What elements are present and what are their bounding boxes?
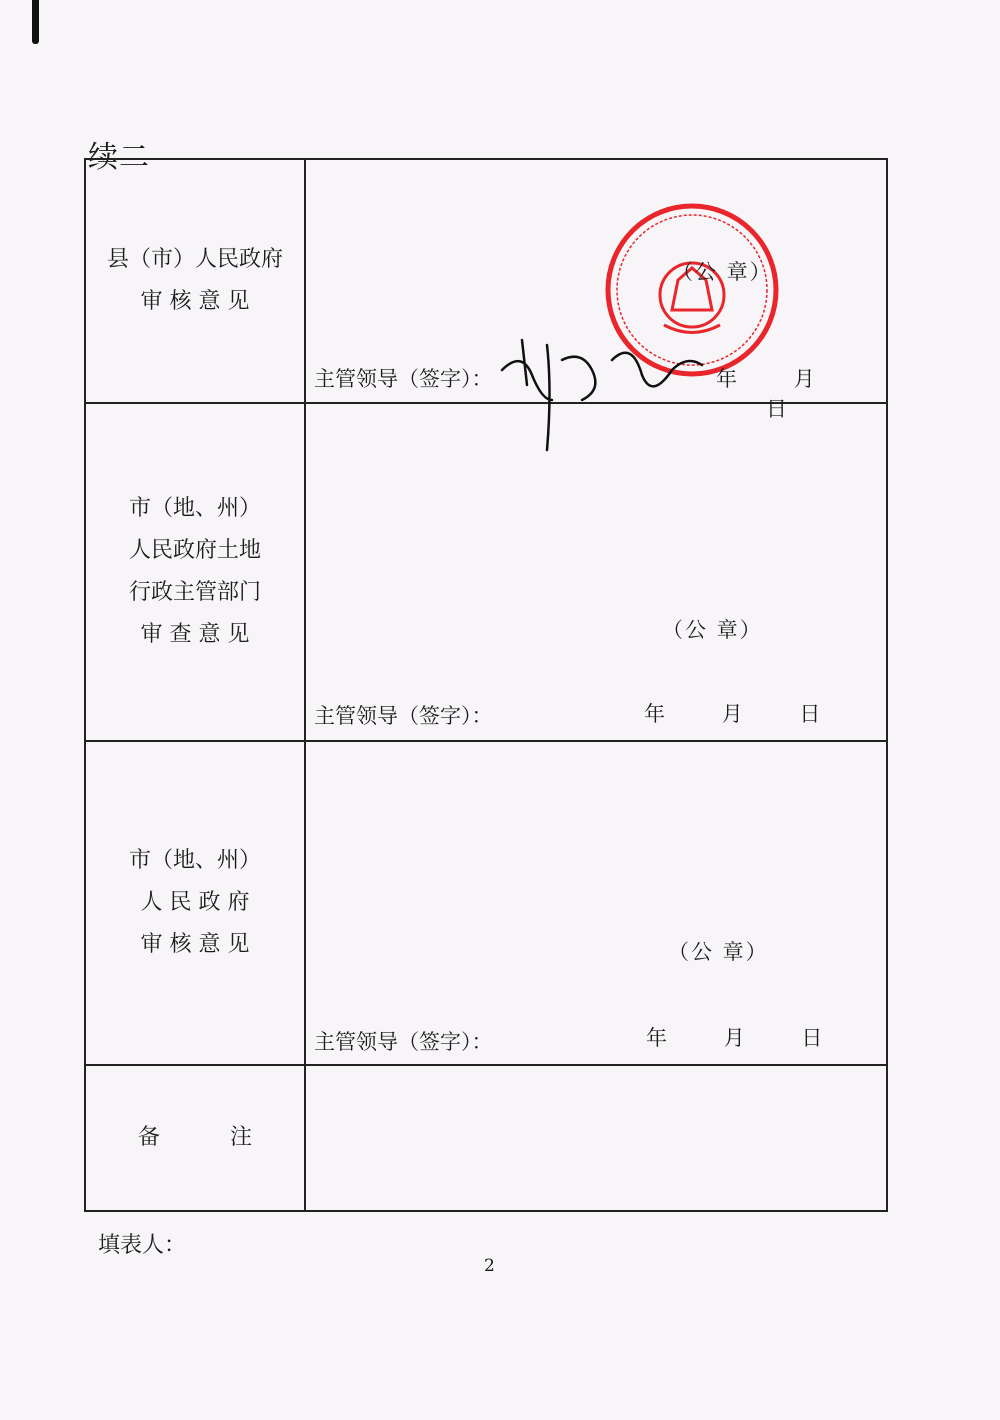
page-number: 2 [484, 1256, 495, 1276]
opinion-cell [305, 741, 887, 1065]
day-label: 日 [766, 397, 787, 421]
day-label: 日 [801, 1026, 823, 1050]
row-label [85, 159, 305, 403]
signature-label: 主管领导（签字）： [314, 704, 493, 728]
year-label: 年 [644, 702, 665, 726]
row-label-line: 市（地、州） [128, 496, 261, 521]
month-label: 月 [723, 1026, 745, 1050]
continuation-label: 续二 [88, 140, 150, 175]
row-label [85, 403, 305, 741]
opinion-cell [305, 159, 887, 421]
row-label-line: 行政主管部门 [128, 580, 261, 605]
signature-label: 主管领导（签字）： [314, 1030, 493, 1054]
opinion-cell [305, 403, 887, 741]
year-label: 年 [716, 367, 737, 391]
date-field [646, 1022, 822, 1052]
row-label [85, 741, 305, 1065]
seal-label: （公 章） [672, 260, 773, 284]
row-label-line: 审 核 意 见 [140, 289, 250, 314]
row-label-line: 人 民 政 府 [140, 890, 250, 915]
form-row-county-review [85, 159, 887, 403]
row-label [85, 1065, 305, 1211]
date-field [644, 698, 820, 728]
row-label-line: 县（市）人民政府 [106, 247, 283, 272]
row-label-line: 市（地、州） [128, 848, 261, 873]
year-label: 年 [646, 1026, 667, 1050]
signature-label: 主管领导（签字）： [314, 367, 493, 391]
seal-label: （公 章） [662, 618, 763, 642]
row-label-line: 审 查 意 见 [140, 622, 250, 647]
month-label: 月 [793, 367, 815, 391]
filler-label: 填表人： [98, 1233, 187, 1258]
row-label-line: 备 注 [138, 1125, 252, 1150]
form-row-city-government [85, 741, 887, 1065]
seal-label: （公 章） [668, 940, 769, 964]
month-label: 月 [721, 702, 743, 726]
approval-form-table [84, 158, 888, 1212]
day-label: 日 [799, 702, 821, 726]
row-label-line: 人民政府土地 [128, 538, 261, 563]
remarks-cell [305, 1065, 887, 1211]
scan-mark [32, 0, 39, 44]
row-label-line: 审 核 意 见 [140, 932, 250, 957]
form-row-city-land-dept [85, 403, 887, 741]
form-row-remarks [85, 1065, 887, 1211]
